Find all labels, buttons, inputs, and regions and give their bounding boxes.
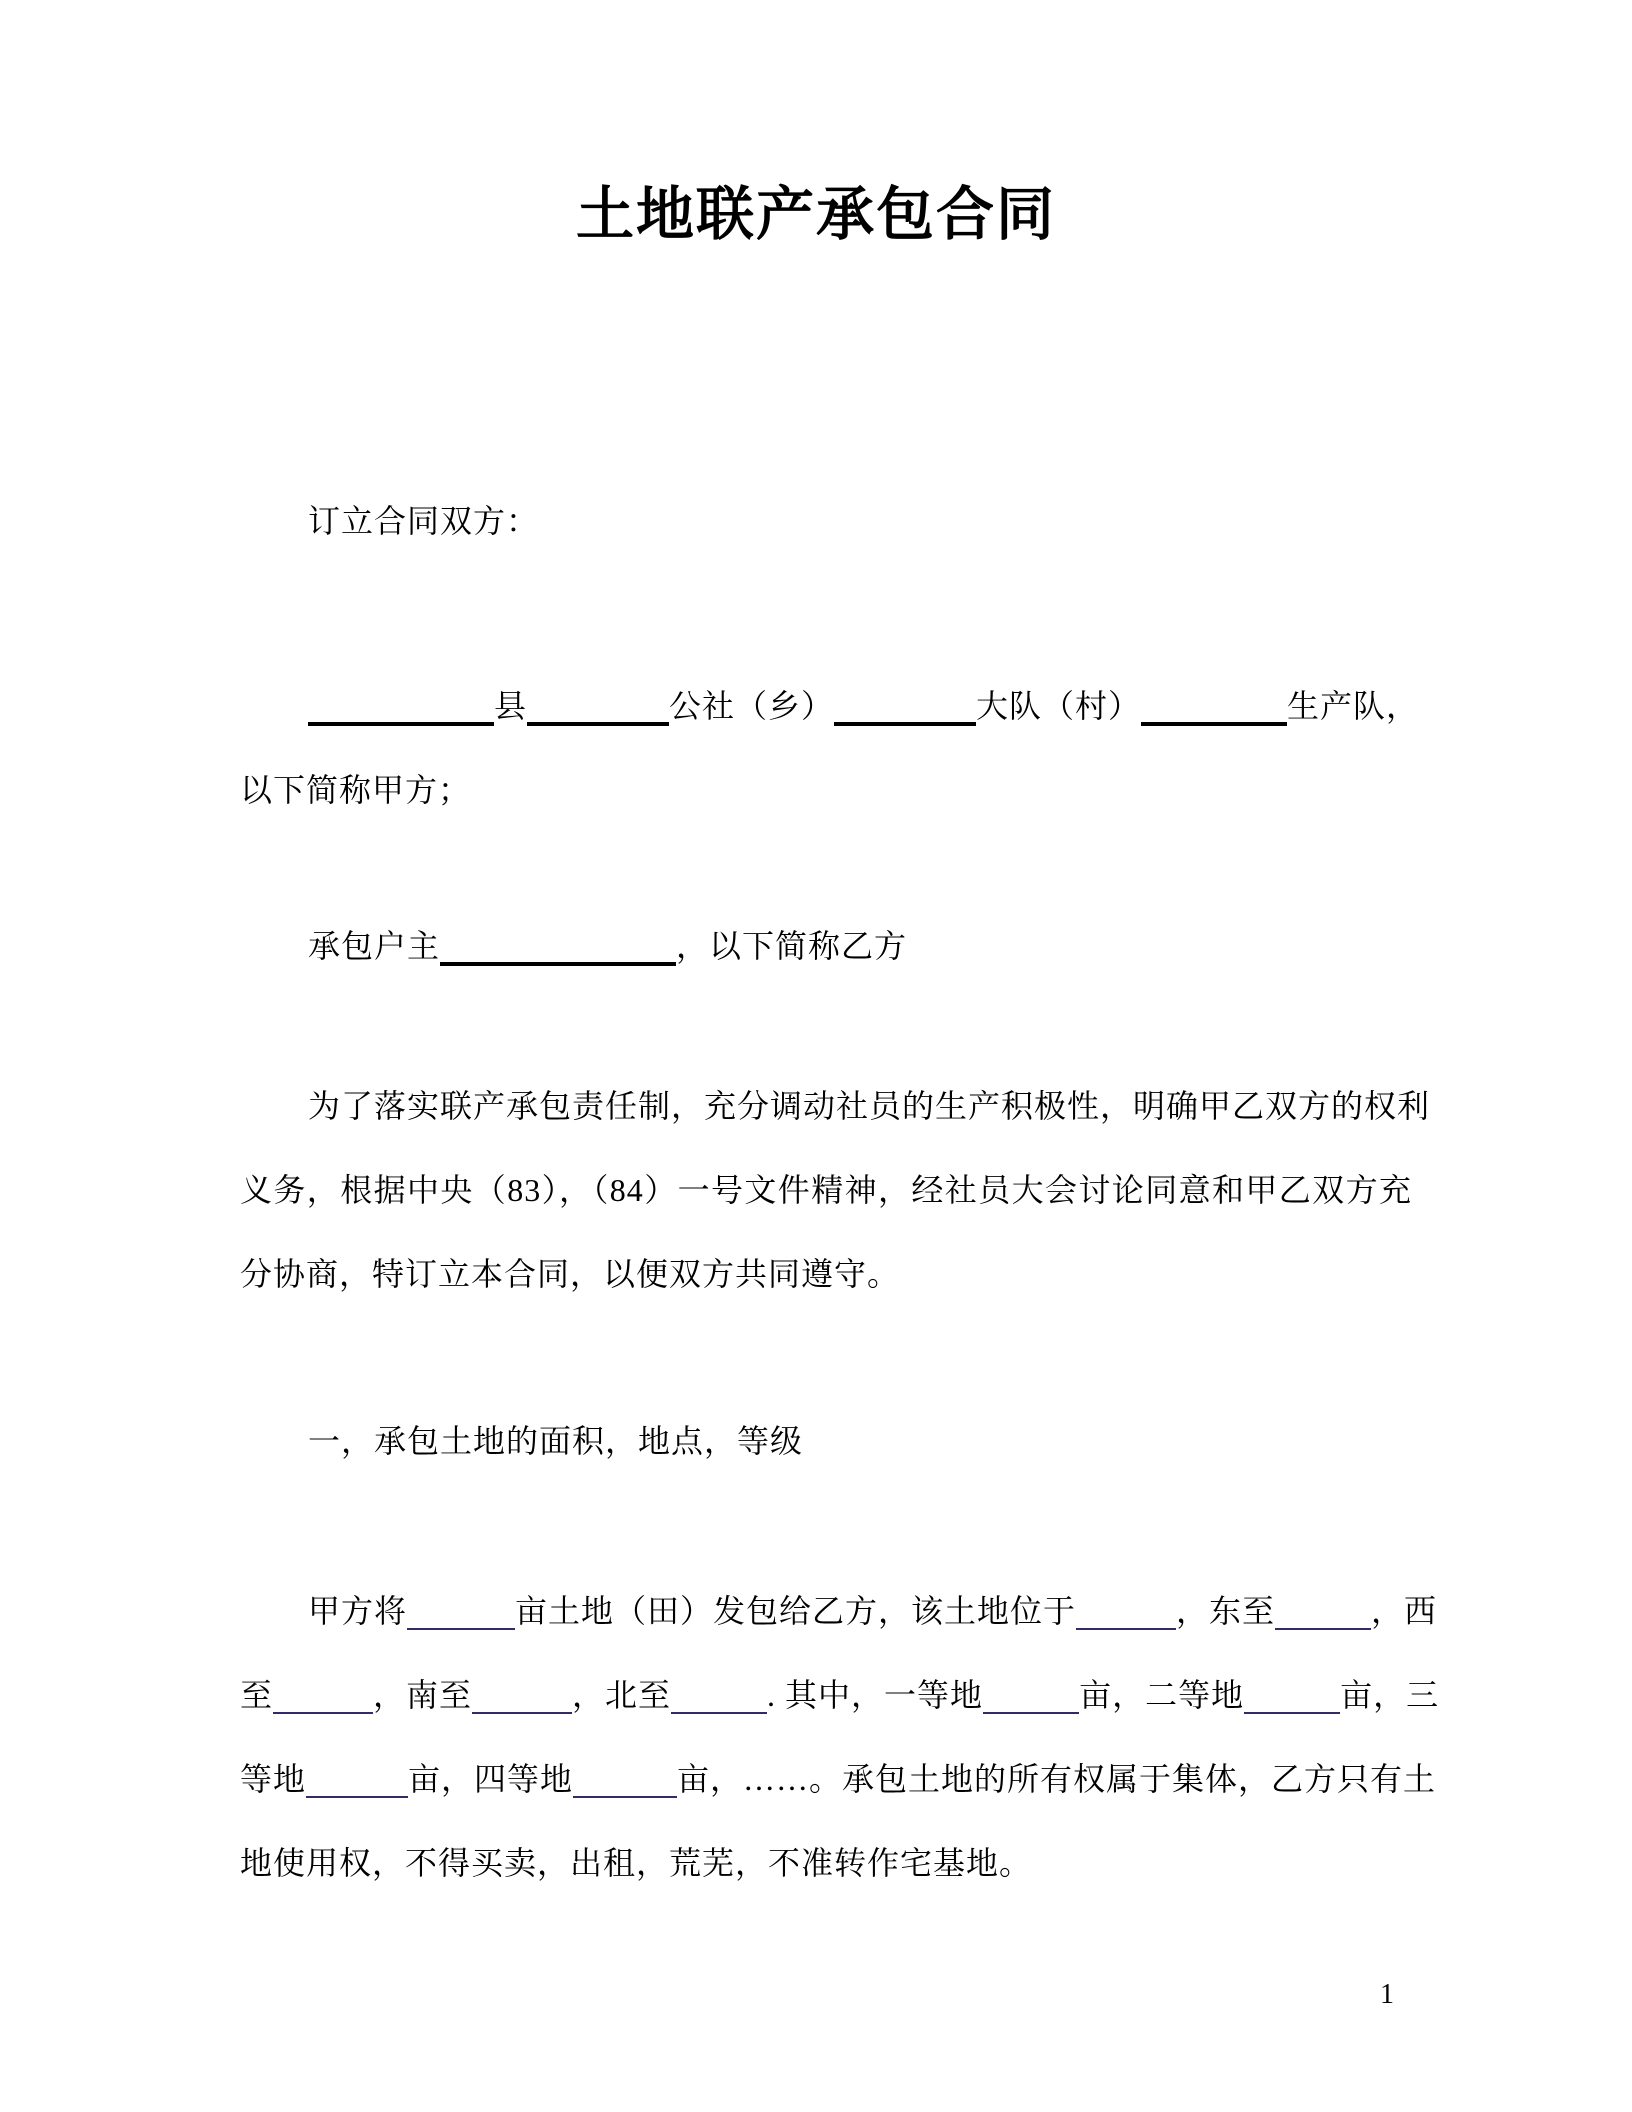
text-run: 以下简称甲方； bbox=[240, 772, 472, 808]
text-run: 义务，根据中央（83），（84）一号文件精神，经社员大会讨论同意和甲乙双方充 bbox=[240, 1172, 1412, 1208]
blank-field[interactable] bbox=[472, 1712, 572, 1714]
text-run: ，南至 bbox=[373, 1677, 473, 1713]
land-line-3 bbox=[240, 1737, 1437, 1821]
land-line-1 bbox=[240, 1569, 1438, 1653]
blank-field[interactable] bbox=[306, 1796, 408, 1798]
party-a-blank-line bbox=[240, 664, 1420, 748]
text-run: ，以下简称乙方 bbox=[676, 928, 908, 964]
party-b-line bbox=[240, 904, 1412, 988]
blank-field[interactable] bbox=[983, 1712, 1079, 1714]
blank-field[interactable] bbox=[440, 962, 676, 966]
page-number: 1 bbox=[1380, 1979, 1394, 2010]
text-run: 公社（乡） bbox=[669, 688, 835, 724]
blank-field[interactable] bbox=[1076, 1628, 1176, 1630]
text-run: 分协商，特订立本合同，以便双方共同遵守。 bbox=[240, 1256, 901, 1292]
land-line-2 bbox=[240, 1653, 1440, 1737]
text-run: 大队（村） bbox=[976, 688, 1142, 724]
blank-field[interactable] bbox=[1244, 1712, 1340, 1714]
blank-field[interactable] bbox=[273, 1712, 373, 1714]
text-run: 一，承包土地的面积，地点，等级 bbox=[308, 1423, 804, 1459]
document-body bbox=[240, 479, 1440, 1905]
text-run: 承包户主 bbox=[308, 928, 441, 964]
text-run: 至 bbox=[240, 1677, 274, 1713]
text-run: 亩，……。承包土地的所有权属于集体，乙方只有土 bbox=[677, 1761, 1437, 1797]
blank-field[interactable] bbox=[1275, 1628, 1371, 1630]
document-title: 土地联产承包合同 bbox=[575, 182, 1056, 247]
party-a-suffix-line bbox=[240, 748, 1412, 832]
text-run: 亩，三 bbox=[1340, 1677, 1440, 1713]
text-run: ，西 bbox=[1371, 1593, 1438, 1629]
text-run: 地使用权，不得买卖，出租，荒芜，不准转作宅基地。 bbox=[240, 1845, 1033, 1881]
text-run: 生产队， bbox=[1287, 688, 1420, 724]
text-run: . 其中，一等地 bbox=[767, 1677, 984, 1713]
blank-field[interactable] bbox=[671, 1712, 767, 1714]
preamble-line-1 bbox=[240, 1064, 1431, 1148]
intro-line bbox=[240, 479, 1412, 563]
land-line-4 bbox=[240, 1821, 1412, 1905]
text-run: 县 bbox=[494, 688, 528, 724]
blank-field[interactable] bbox=[527, 722, 669, 726]
text-run: 亩，四等地 bbox=[408, 1761, 574, 1797]
text-run: 等地 bbox=[240, 1761, 307, 1797]
text-run: ，东至 bbox=[1176, 1593, 1276, 1629]
text-run: 甲方将 bbox=[308, 1593, 408, 1629]
text-run: 亩，二等地 bbox=[1079, 1677, 1245, 1713]
blank-field[interactable] bbox=[834, 722, 976, 726]
blank-field[interactable] bbox=[573, 1796, 677, 1798]
text-run: 亩土地（田）发包给乙方，该土地位于 bbox=[515, 1593, 1077, 1629]
preamble-line-3 bbox=[240, 1232, 1412, 1316]
section-1-heading bbox=[240, 1399, 1412, 1483]
preamble-line-2 bbox=[240, 1148, 1412, 1232]
text-run: 为了落实联产承包责任制，充分调动社员的生产积极性，明确甲乙双方的权利 bbox=[308, 1088, 1431, 1124]
text-run: ，北至 bbox=[572, 1677, 672, 1713]
blank-field[interactable] bbox=[1141, 722, 1287, 726]
text-run: 订立合同双方： bbox=[308, 503, 540, 539]
blank-field[interactable] bbox=[308, 722, 494, 726]
blank-field[interactable] bbox=[407, 1628, 515, 1630]
